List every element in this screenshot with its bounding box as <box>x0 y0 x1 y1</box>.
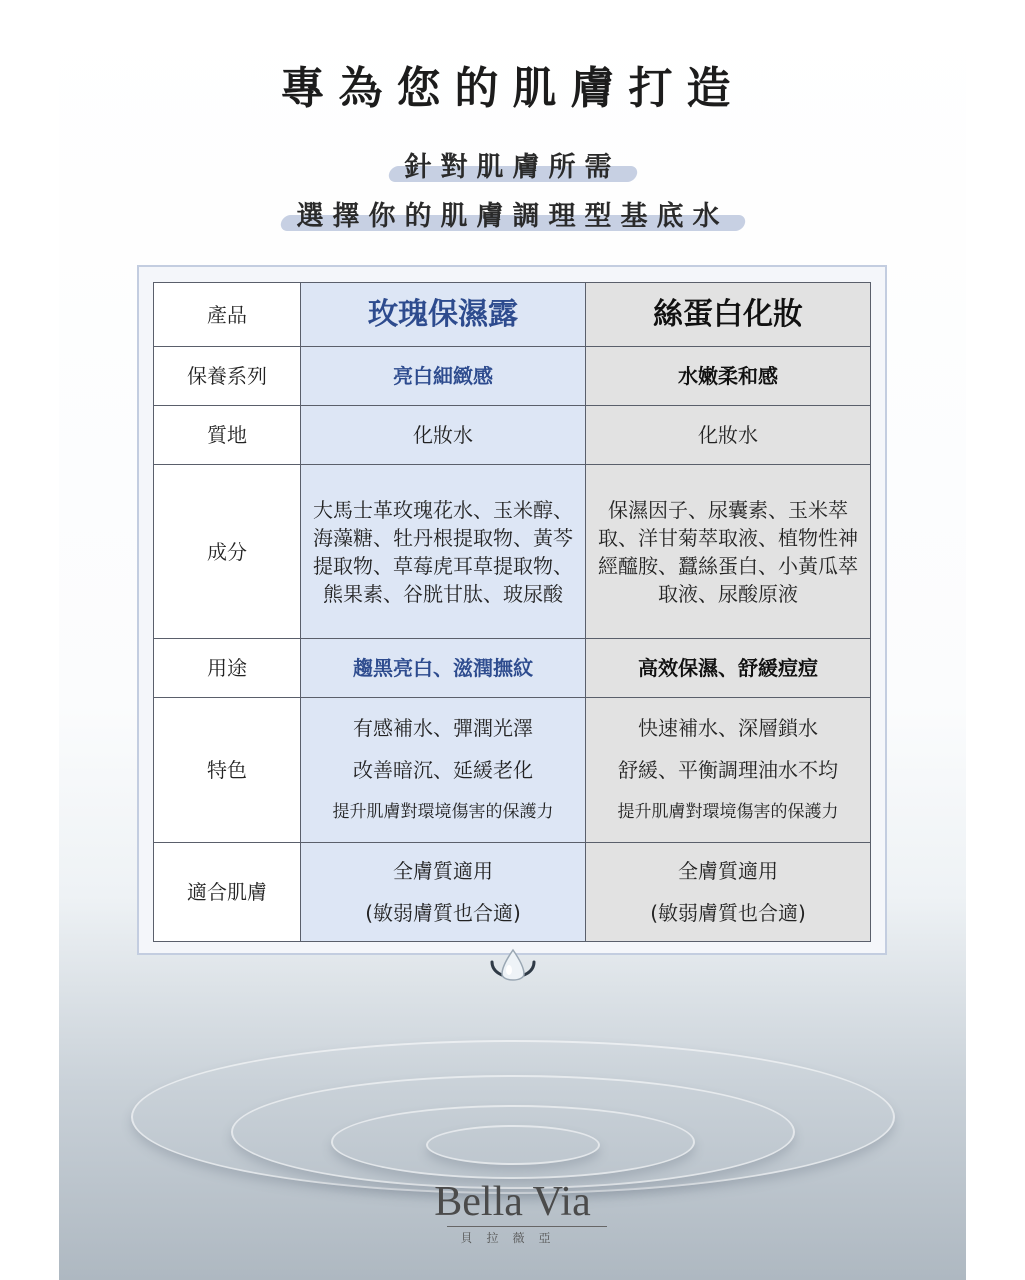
texture-a: 化妝水 <box>301 406 586 465</box>
features-a <box>301 698 586 843</box>
features-b <box>586 698 871 843</box>
water-ripple <box>426 1125 600 1165</box>
subtitle-line-2 <box>0 194 1025 233</box>
feature-item: 舒緩、平衡調理油水不均 <box>618 758 838 782</box>
skin-line: (敏弱膚質也合適) <box>365 901 521 925</box>
table-row <box>154 465 871 639</box>
brand-logo: Bella Via <box>434 1179 591 1225</box>
brand-sub: 貝拉薇亞 <box>460 1231 565 1245</box>
feature-item: 快速補水、深層鎖水 <box>638 716 818 740</box>
table-row <box>154 843 871 942</box>
table-row <box>154 283 871 347</box>
table-row <box>154 698 871 843</box>
subtitle-text-1: 針對肌膚所需 <box>395 145 631 184</box>
skin-line: 全膚質適用 <box>393 859 493 883</box>
page-title: 專為您的肌膚打造 <box>280 63 745 114</box>
row-label: 產品 <box>154 283 301 347</box>
feature-item: 有感補水、彈潤光澤 <box>353 716 533 740</box>
feature-item: 提升肌膚對環境傷害的保護力 <box>332 802 554 822</box>
row-label: 適合肌膚 <box>154 843 301 942</box>
table-row <box>154 347 871 406</box>
skin-b <box>586 843 871 942</box>
skin-a <box>301 843 586 942</box>
usage-a: 趨黑亮白、滋潤撫紋 <box>301 639 586 698</box>
skin-line: 全膚質適用 <box>678 859 778 883</box>
row-label: 用途 <box>154 639 301 698</box>
product-b-name: 絲蛋白化妝 <box>586 283 871 347</box>
logo-divider <box>447 1226 607 1227</box>
row-label: 成分 <box>154 465 301 639</box>
row-label: 質地 <box>154 406 301 465</box>
subtitle-line-1 <box>0 145 1025 184</box>
usage-b: 高效保濕、舒緩痘痘 <box>586 639 871 698</box>
series-b: 水嫩柔和感 <box>586 347 871 406</box>
skin-line: (敏弱膚質也合適) <box>650 901 806 925</box>
texture-b: 化妝水 <box>586 406 871 465</box>
feature-item: 提升肌膚對環境傷害的保護力 <box>617 802 839 822</box>
table-row <box>154 639 871 698</box>
water-drop-icon <box>488 948 538 992</box>
comparison-table <box>153 282 871 942</box>
ingredients-a: 大馬士革玫瑰花水、玉米醇、海藻糖、牡丹根提取物、黃芩提取物、草莓虎耳草提取物、熊果素、谷胱甘肽、玻尿酸 <box>301 465 586 639</box>
row-label: 保養系列 <box>154 347 301 406</box>
feature-item: 改善暗沉、延緩老化 <box>353 758 533 782</box>
ingredients-b: 保濕因子、尿囊素、玉米萃取、洋甘菊萃取液、植物性神經醯胺、蠶絲蛋白、小黃瓜萃取液、尿酸原液 <box>586 465 871 639</box>
product-a-name: 玫瑰保濕露 <box>301 283 586 347</box>
table-row <box>154 406 871 465</box>
series-a: 亮白細緻感 <box>301 347 586 406</box>
row-label: 特色 <box>154 698 301 843</box>
subtitle-text-2: 選擇你的肌膚調理型基底水 <box>287 194 739 233</box>
